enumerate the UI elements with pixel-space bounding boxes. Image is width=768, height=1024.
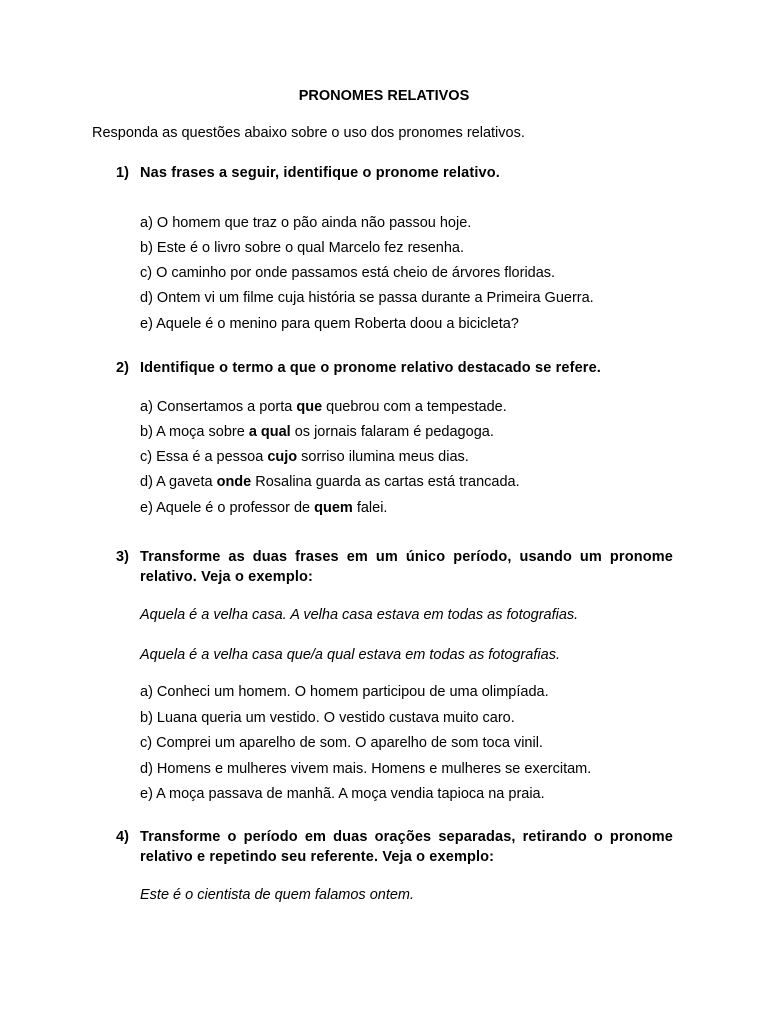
item-text: quebrou com a tempestade. [322, 399, 507, 415]
question-number: 4) [116, 829, 129, 845]
list-item [140, 399, 507, 415]
item-text: b) A moça sobre [140, 424, 249, 440]
item-text: c) Essa é a pessoa [140, 449, 268, 465]
highlighted-pronoun: cujo [267, 449, 298, 465]
highlighted-pronoun: onde [216, 474, 252, 490]
list-item [140, 449, 469, 465]
highlighted-pronoun: quem [314, 500, 353, 516]
intro-text: Responda as questões abaixo sobre o uso dos pronomes relativos. [92, 125, 525, 141]
list-item [140, 474, 520, 490]
list-item: d) Homens e mulheres vivem mais. Homens e mulheres se exercitam. [140, 761, 592, 777]
item-text: d) A gaveta [140, 474, 217, 490]
list-item [140, 500, 387, 516]
list-item: c) Comprei um aparelho de som. O aparelho de som toca vinil. [140, 735, 543, 751]
question-number: 2) [116, 360, 129, 376]
list-item: c) O caminho por onde passamos está cheio de árvores floridas. [140, 265, 556, 281]
example-sentence: Este é o cientista de quem falamos ontem. [140, 887, 415, 903]
list-item: a) O homem que traz o pão ainda não passou hoje. [140, 215, 472, 231]
item-text: falei. [352, 500, 388, 516]
list-item: e) A moça passava de manhã. A moça vendia tapioca na praia. [140, 786, 545, 802]
list-item: b) Luana queria um vestido. O vestido custava muito caro. [140, 710, 515, 726]
question-number: 1) [116, 165, 129, 181]
question-text: Identifique o termo a que o pronome relativo destacado se refere. [140, 360, 601, 376]
item-text: os jornais falaram é pedagoga. [290, 424, 494, 440]
item-text: sorriso ilumina meus dias. [297, 449, 469, 465]
question-text: Transforme as duas frases em um único período, usando um pronome relativo. Veja o exemplo: [140, 549, 673, 585]
list-item: d) Ontem vi um filme cuja história se passa durante a Primeira Guerra. [140, 290, 594, 306]
item-text: Rosalina guarda as cartas está trancada. [251, 474, 520, 490]
example-answer: Aquela é a velha casa que/a qual estava em todas as fotografias. [140, 647, 560, 663]
list-item: a) Conheci um homem. O homem participou de uma olimpíada. [140, 684, 549, 700]
question-text: Transforme o período em duas orações separadas, retirando o pronome relativo e repetindo seu referente. Veja o exemplo: [140, 829, 673, 865]
list-item [140, 424, 494, 440]
question-number: 3) [116, 549, 129, 565]
item-text: e) Aquele é o professor de [140, 500, 315, 516]
question-text: Nas frases a seguir, identifique o pronome relativo. [140, 165, 500, 181]
list-item: e) Aquele é o menino para quem Roberta doou a bicicleta? [140, 316, 519, 332]
highlighted-pronoun: a qual [248, 424, 291, 440]
item-text: a) Consertamos a porta [140, 399, 297, 415]
example-sentence: Aquela é a velha casa. A velha casa estava em todas as fotografias. [140, 607, 579, 623]
highlighted-pronoun: que [296, 399, 323, 415]
page-title: PRONOMES RELATIVOS [298, 88, 470, 104]
list-item: b) Este é o livro sobre o qual Marcelo fez resenha. [140, 240, 464, 256]
